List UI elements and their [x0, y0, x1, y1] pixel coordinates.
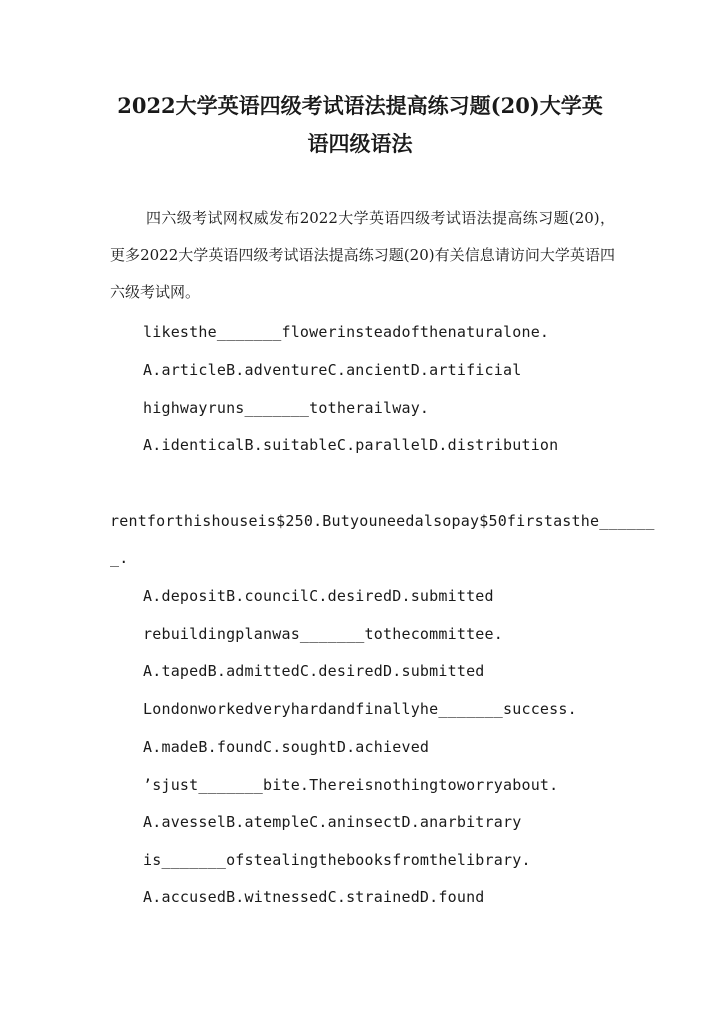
question-line: ’sjust_______bite.Thereisnothingtoworryabout.	[143, 776, 559, 794]
intro-paragraph: 四六级考试网权威发布2022大学英语四级考试语法提高练习题(20)，更多2022大学英语四级考试语法提高练习题(20)有关信息请访问大学英语四六级考试网。	[110, 209, 615, 301]
options-line: A.identicalB.suitableC.parallelD.distribution	[143, 436, 559, 454]
document-title-line-1: 2022大学英语四级考试语法提高练习题(20)大学英	[117, 93, 603, 118]
options-line: A.tapedB.admittedC.desiredD.submitted	[143, 662, 485, 680]
question-line-continued: _.	[110, 549, 129, 567]
options-line: A.depositB.councilC.desiredD.submitted	[143, 587, 494, 605]
question-line: highwayruns_______totherailway.	[143, 399, 430, 417]
question-line: rentforthishouseis$250.Butyouneedalsopay$50firstasthe______	[110, 512, 655, 530]
options-line: A.avesselB.atempleC.aninsectD.anarbitrary	[143, 813, 522, 831]
question-line: is_______ofstealingthebooksfromthelibrary.	[143, 851, 531, 869]
question-line: rebuildingplanwas_______tothecommittee.	[143, 625, 503, 643]
question-line: Londonworkedveryhardandfinallyhe_______success.	[143, 700, 577, 718]
options-line: A.madeB.foundC.soughtD.achieved	[143, 738, 430, 756]
options-line: A.accusedB.witnessedC.strainedD.found	[143, 888, 485, 906]
document-title-line-2: 语四级语法	[307, 131, 413, 156]
options-line: A.articleB.adventureC.ancientD.artificial	[143, 361, 522, 379]
question-line: likesthe_______flowerinsteadofthenaturalone.	[143, 323, 550, 341]
